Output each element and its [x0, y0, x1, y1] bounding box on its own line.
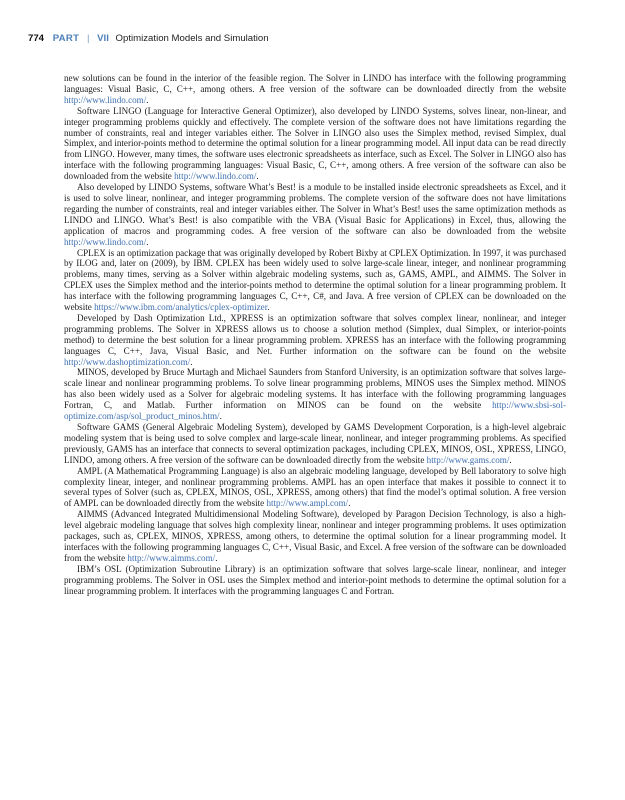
xpress-link[interactable]: http://www.dashoptimization.com/: [64, 356, 191, 367]
paragraph-1: new solutions can be found in the interior of the feasible region. The Solver in LINDO has interface with the following programming languages: Visual Basic, C, C++, among others. A free version of the software can be downloaded directly from the website http://www.lindo.com/.: [64, 73, 566, 105]
paragraph-3: Also developed by LINDO Systems, software What’s Best! is a module to be installed inside electronic spreadsheets as Excel, and it is used to solve linear, nonlinear, and integer programming problems. The complete version of the software does not have limitations regarding the number of constraints, real and integer variables either. The Solver in What’s Best! uses the same optimization methods as LINDO and LINGO. What’s Best! is also compatible with the VBA (Visual Basic for Applications) in Excel, thus, allowing the application of macros and programming codes. A free version of the software can also be downloaded from the website http://www.lindo.com/.: [64, 182, 566, 247]
cplex-link[interactable]: https://www.ibm.com/analytics/cplex-optimizer: [94, 302, 268, 313]
aimms-link[interactable]: http://www.aimms.com/: [127, 552, 216, 563]
paragraph-9: AIMMS (Advanced Integrated Multidimensional Modeling Software), developed by Paragon Decision Technology, is also a high-level algebraic modeling language that solves high complexity linear, nonlinear and integer programming problems. It uses optimization packages, such as, CPLEX, MINOS, XPRESS, among others, to determine the optimal solution for a linear programming model. It interfaces with the following programming languages C, C++, Visual Basic, and Excel. A free version of the software can be downloaded from the website http://www.aimms.com/.: [64, 509, 566, 563]
ampl-link[interactable]: http://www.ampl.com/: [266, 498, 349, 509]
chapter-title: Optimization Models and Simulation: [115, 33, 269, 44]
body-text: [64, 73, 566, 597]
whats-best-link[interactable]: http://www.lindo.com/: [64, 236, 147, 247]
chapter-number: VII: [97, 33, 109, 44]
paragraph-5: Developed by Dash Optimization Ltd., XPRESS is an optimization software that solves complex linear, nonlinear, and integer programming problems. The Solver in XPRESS allows us to choose a solution method (Simplex, dual Simplex, or interior-points method) to determine the best solution for a linear programming problem. XPRESS has an interface with the following programming languages C, C++, Java, Visual Basic, and Net. Further information on the software can be found on the website http://www.dashoptimization.com/.: [64, 312, 566, 367]
page-number: 774: [28, 33, 45, 44]
paragraph-10: IBM’s OSL (Optimization Subroutine Library) is an optimization software that solves large-scale linear, nonlinear, and integer programming problems. The Solver in OSL uses the Simplex method and interior-point methods to determine the optimal solution for a linear programming problem. It interfaces with the programming languages C and Fortran.: [64, 563, 566, 596]
header-separator: |: [86, 33, 90, 44]
paragraph-2: Software LINGO (Language for Interactive General Optimizer), also developed by LINDO Systems, solves linear, non-linear, and integer programming problems quickly and effectively. The complete version of the software does not have limitations regarding the number of constraints, real and integer variables either. The Solver in LINGO also uses the Simplex method, revised Simplex, dual Simplex, and interior-points method to determine the optimal solution for a linear programming model. All input data can be read directly from LINGO. However, many times, the software uses electronic spreadsheets as interface, such as Excel. The Solver in LINGO also has interface with the following programming languages: Visual Basic, C, C++, among others. A free version of the software can also be downloaded from the website http://www.lindo.com/.: [64, 105, 566, 182]
paragraph-8: AMPL (A Mathematical Programming Language) is also an algebraic modeling language, developed by Bell laboratory to solve high complexity linear, integer, and nonlinear programming problems. AMPL has an open interface that makes it possible to connect it to several types of Solver (such as, CPLEX, MINOS, OSL, XPRESS, among others) that find the model’s optimal solution. A free version of AMPL can be downloaded directly from the website http://www.ampl.com/.: [64, 465, 566, 509]
paragraph-4: CPLEX is an optimization package that was originally developed by Robert Bixby at CPLEX Optimization. In 1997, it was purchased by ILOG and, later on (2009), by IBM. CPLEX has been widely used to solve large-scale linear, integer, and nonlinear programming problems, many times, serving as a Solver within algebraic modeling systems, such as, GAMS, AMPL, and AIMMS. The Solver in CPLEX uses the Simplex method and the interior-points method to determine the optimal solution for a linear programming problem. It has interface with the following programming languages C, C++, C#, and Java. A free version of CPLEX can be downloaded on the website https://www.ibm.com/analytics/cplex-optimizer.: [64, 247, 566, 313]
paragraph-7: Software GAMS (General Algebraic Modeling System), developed by GAMS Development Corporation, is a high-level algebraic modeling system that is being used to solve complex and large-scale linear, nonlinear, and integer programming problems. As specified previously, GAMS has an interface that connects to several optimization packages, including CPLEX, MINOS, OSL, XPRESS, LINGO, LINDO, among others. A free version of the software can be downloaded directly from the website http://www.gams.com/.: [64, 422, 566, 465]
minos-link[interactable]: http://www.sbsi-sol-optimize.com/asp/sol_product_minos.htm/: [64, 400, 566, 422]
lindo-link[interactable]: http://www.lindo.com/: [64, 94, 147, 105]
paragraph-6: MINOS, developed by Bruce Murtagh and Michael Saunders from Stanford University, is an optimization software that solves large-scale linear and nonlinear programming problems. To solve linear programming problems, MINOS uses the Simplex method. MINOS has also been widely used as a Solver for algebraic modeling systems. It has interface with the following programming languages Fortran, C, and Matlab. Further information on MINOS can be found on the website http://www.sbsi-sol-optimize.com/asp/sol_product_minos.htm/.: [64, 367, 566, 422]
running-header: [28, 33, 269, 44]
gams-link[interactable]: http://www.gams.com/: [426, 454, 510, 465]
lingo-link[interactable]: http://www.lindo.com/: [174, 171, 257, 182]
part-label: PART: [52, 33, 80, 44]
